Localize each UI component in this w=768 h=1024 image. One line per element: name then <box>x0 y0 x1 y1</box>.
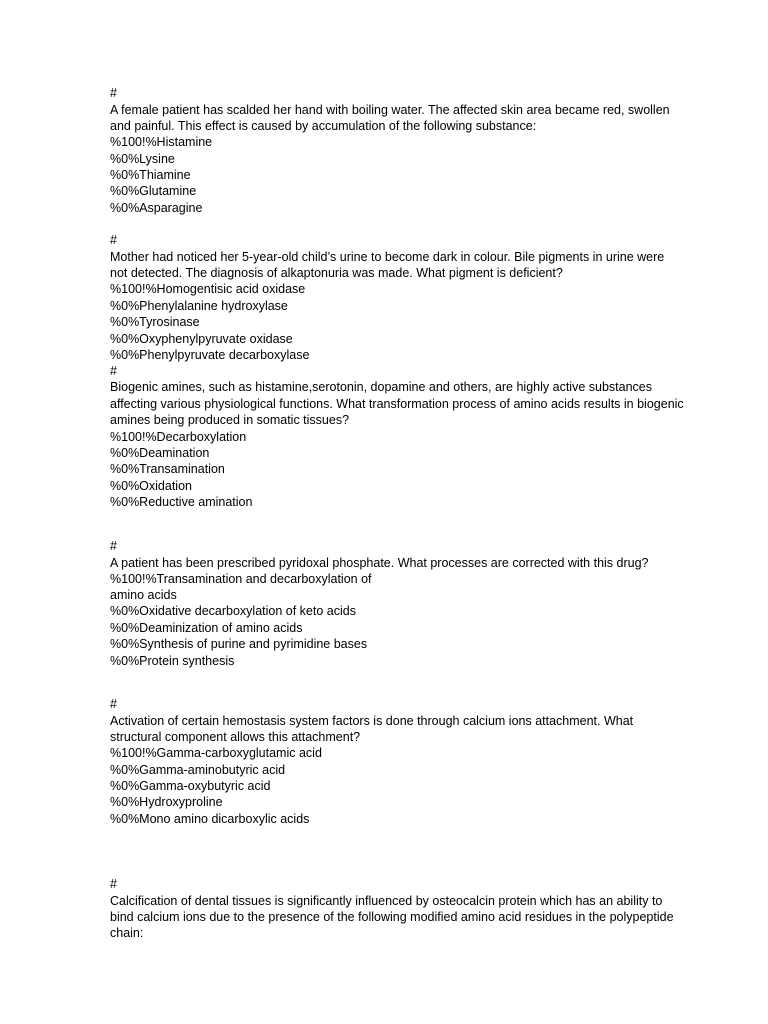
question-text: A female patient has scalded her hand with boiling water. The affected skin area became red, swollen <box>110 103 670 117</box>
question-text: chain: <box>110 926 144 940</box>
answer-option: %0%Protein synthesis <box>110 654 235 668</box>
answer-option: %0%Deaminization of amino acids <box>110 621 303 635</box>
answer-option: %0%Hydroxyproline <box>110 795 223 809</box>
answer-option: %0%Thiamine <box>110 168 191 182</box>
answer-option: %0%Deamination <box>110 446 210 460</box>
answer-option: %0%Gamma-oxybutyric acid <box>110 779 271 793</box>
answer-option: %0%Oxidative decarboxylation of keto acids <box>110 604 356 618</box>
answer-option: amino acids <box>110 588 177 602</box>
answer-option: %0%Oxidation <box>110 479 192 493</box>
answer-option: %0%Oxyphenylpyruvate oxidase <box>110 332 293 346</box>
question-text: affecting various physiological functions. What transformation process of amino acids results in biogenic <box>110 397 684 411</box>
answer-option: %0%Phenylalanine hydroxylase <box>110 299 288 313</box>
question-text: Mother had noticed her 5-year-old child’s urine to become dark in colour. Bile pigments in urine were <box>110 250 665 264</box>
answer-option: %0%Asparagine <box>110 201 203 215</box>
answer-option: %0%Synthesis of purine and pyrimidine bases <box>110 637 368 651</box>
answer-option: %0%Lysine <box>110 152 175 166</box>
answer-option: %100!%Histamine <box>110 135 213 149</box>
question-text: Biogenic amines, such as histamine,serotonin, dopamine and others, are highly active substances <box>110 380 652 394</box>
question-text: Activation of certain hemostasis system factors is done through calcium ions attachment. What <box>110 714 634 728</box>
question-marker: # <box>110 877 117 891</box>
answer-option: %0%Reductive amination <box>110 495 253 509</box>
question-text: not detected. The diagnosis of alkaptonuria was made. What pigment is deficient? <box>110 266 563 280</box>
question-marker: # <box>110 364 117 378</box>
question-text: Calcification of dental tissues is significantly influenced by osteocalcin protein which has an ability to <box>110 894 663 908</box>
answer-option: %0%Glutamine <box>110 184 197 198</box>
question-marker: # <box>110 233 117 247</box>
question-text: and painful. This effect is caused by accumulation of the following substance: <box>110 119 537 133</box>
question-marker: # <box>110 539 117 553</box>
question-text: amines being produced in somatic tissues? <box>110 413 350 427</box>
answer-option: %0%Gamma-aminobutyric acid <box>110 763 286 777</box>
answer-option: %100!%Decarboxylation <box>110 430 247 444</box>
answer-option: %100!%Gamma-carboxyglutamic acid <box>110 746 322 760</box>
answer-option: %100!%Transamination and decarboxylation of <box>110 572 372 586</box>
question-text: A patient has been prescribed pyridoxal phosphate. What processes are corrected with this drug? <box>110 556 649 570</box>
answer-option: %0%Phenylpyruvate decarboxylase <box>110 348 310 362</box>
answer-option: %100!%Homogentisic acid oxidase <box>110 282 306 296</box>
answer-option: %0%Tyrosinase <box>110 315 200 329</box>
answer-option: %0%Mono amino dicarboxylic acids <box>110 812 310 826</box>
question-text: bind calcium ions due to the presence of the following modified amino acid residues in the polypeptide <box>110 910 674 924</box>
question-marker: # <box>110 86 117 100</box>
question-marker: # <box>110 697 117 711</box>
question-text: structural component allows this attachment? <box>110 730 361 744</box>
answer-option: %0%Transamination <box>110 462 225 476</box>
